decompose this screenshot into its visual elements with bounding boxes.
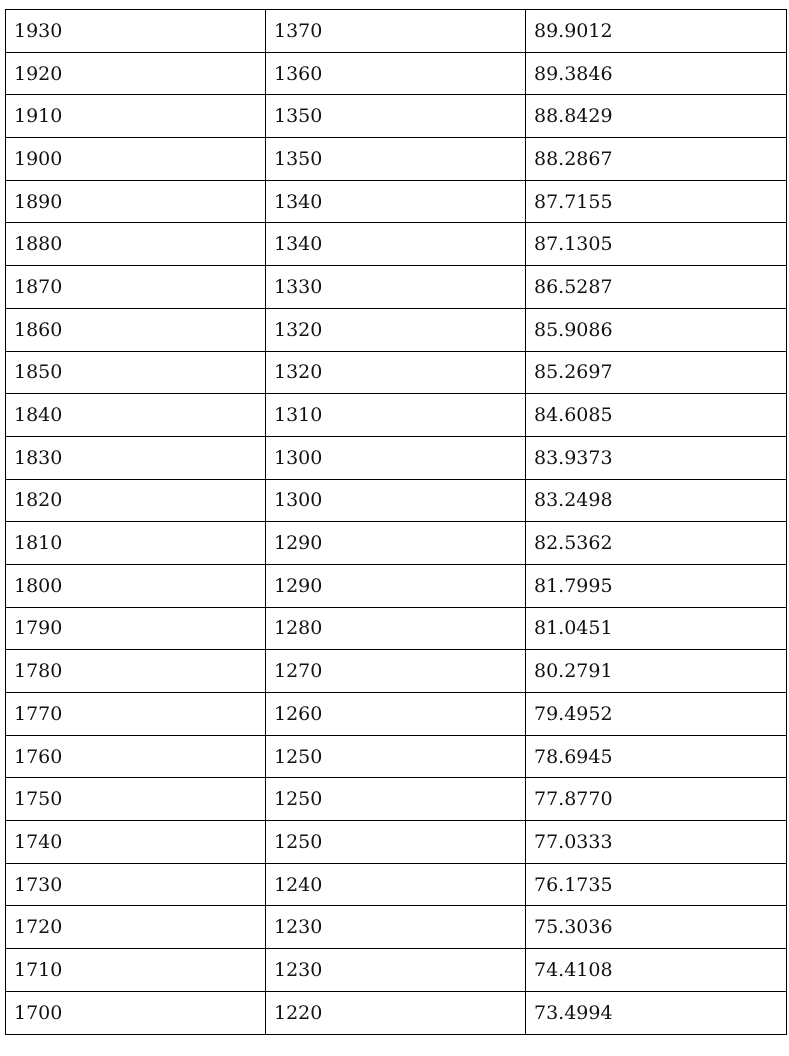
table-row [6, 10, 787, 53]
table-row [6, 522, 787, 565]
year-cell: 1790 [6, 607, 266, 650]
table-row [6, 863, 787, 906]
percent-cell: 77.0333 [526, 821, 787, 864]
year-cell: 1900 [6, 138, 266, 181]
value-cell: 1220 [266, 991, 526, 1034]
year-cell: 1870 [6, 266, 266, 309]
percent-cell: 79.4952 [526, 693, 787, 736]
value-cell: 1360 [266, 52, 526, 95]
value-cell: 1290 [266, 564, 526, 607]
table-row [6, 821, 787, 864]
year-cell: 1730 [6, 863, 266, 906]
year-cell: 1840 [6, 394, 266, 437]
year-cell: 1850 [6, 351, 266, 394]
value-cell: 1300 [266, 479, 526, 522]
year-cell: 1860 [6, 308, 266, 351]
value-cell: 1250 [266, 778, 526, 821]
percent-cell: 89.3846 [526, 52, 787, 95]
table-row [6, 138, 787, 181]
table-row [6, 693, 787, 736]
table-row [6, 991, 787, 1034]
percent-cell: 74.4108 [526, 949, 787, 992]
value-cell: 1250 [266, 821, 526, 864]
year-cell: 1830 [6, 436, 266, 479]
table-row [6, 778, 787, 821]
year-cell: 1930 [6, 10, 266, 53]
year-cell: 1740 [6, 821, 266, 864]
percent-cell: 85.2697 [526, 351, 787, 394]
percent-cell: 80.2791 [526, 650, 787, 693]
year-cell: 1700 [6, 991, 266, 1034]
year-cell: 1920 [6, 52, 266, 95]
table-row [6, 394, 787, 437]
table-row [6, 650, 787, 693]
year-cell: 1910 [6, 95, 266, 138]
percent-cell: 85.9086 [526, 308, 787, 351]
value-cell: 1350 [266, 95, 526, 138]
table-row [6, 266, 787, 309]
value-cell: 1320 [266, 351, 526, 394]
percent-cell: 88.8429 [526, 95, 787, 138]
value-cell: 1340 [266, 223, 526, 266]
table-row [6, 607, 787, 650]
year-cell: 1890 [6, 180, 266, 223]
value-cell: 1230 [266, 906, 526, 949]
year-cell: 1760 [6, 735, 266, 778]
percent-cell: 82.5362 [526, 522, 787, 565]
table-row [6, 180, 787, 223]
data-table [5, 9, 787, 1035]
percent-cell: 81.0451 [526, 607, 787, 650]
percent-cell: 75.3036 [526, 906, 787, 949]
percent-cell: 84.6085 [526, 394, 787, 437]
percent-cell: 88.2867 [526, 138, 787, 181]
percent-cell: 83.9373 [526, 436, 787, 479]
value-cell: 1270 [266, 650, 526, 693]
value-cell: 1300 [266, 436, 526, 479]
table-row [6, 479, 787, 522]
percent-cell: 87.7155 [526, 180, 787, 223]
table-row [6, 351, 787, 394]
percent-cell: 73.4994 [526, 991, 787, 1034]
percent-cell: 83.2498 [526, 479, 787, 522]
data-table-container [5, 9, 786, 1035]
table-row [6, 735, 787, 778]
year-cell: 1810 [6, 522, 266, 565]
percent-cell: 76.1735 [526, 863, 787, 906]
year-cell: 1770 [6, 693, 266, 736]
year-cell: 1800 [6, 564, 266, 607]
percent-cell: 89.9012 [526, 10, 787, 53]
table-row [6, 223, 787, 266]
value-cell: 1260 [266, 693, 526, 736]
value-cell: 1330 [266, 266, 526, 309]
percent-cell: 87.1305 [526, 223, 787, 266]
value-cell: 1240 [266, 863, 526, 906]
value-cell: 1290 [266, 522, 526, 565]
table-row [6, 95, 787, 138]
value-cell: 1280 [266, 607, 526, 650]
year-cell: 1750 [6, 778, 266, 821]
year-cell: 1880 [6, 223, 266, 266]
value-cell: 1250 [266, 735, 526, 778]
value-cell: 1340 [266, 180, 526, 223]
percent-cell: 77.8770 [526, 778, 787, 821]
table-row [6, 436, 787, 479]
value-cell: 1310 [266, 394, 526, 437]
value-cell: 1370 [266, 10, 526, 53]
table-body [6, 10, 787, 1035]
table-row [6, 52, 787, 95]
year-cell: 1780 [6, 650, 266, 693]
table-row [6, 949, 787, 992]
value-cell: 1350 [266, 138, 526, 181]
year-cell: 1820 [6, 479, 266, 522]
percent-cell: 81.7995 [526, 564, 787, 607]
table-row [6, 564, 787, 607]
table-row [6, 308, 787, 351]
percent-cell: 78.6945 [526, 735, 787, 778]
percent-cell: 86.5287 [526, 266, 787, 309]
value-cell: 1320 [266, 308, 526, 351]
year-cell: 1720 [6, 906, 266, 949]
table-row [6, 906, 787, 949]
year-cell: 1710 [6, 949, 266, 992]
value-cell: 1230 [266, 949, 526, 992]
